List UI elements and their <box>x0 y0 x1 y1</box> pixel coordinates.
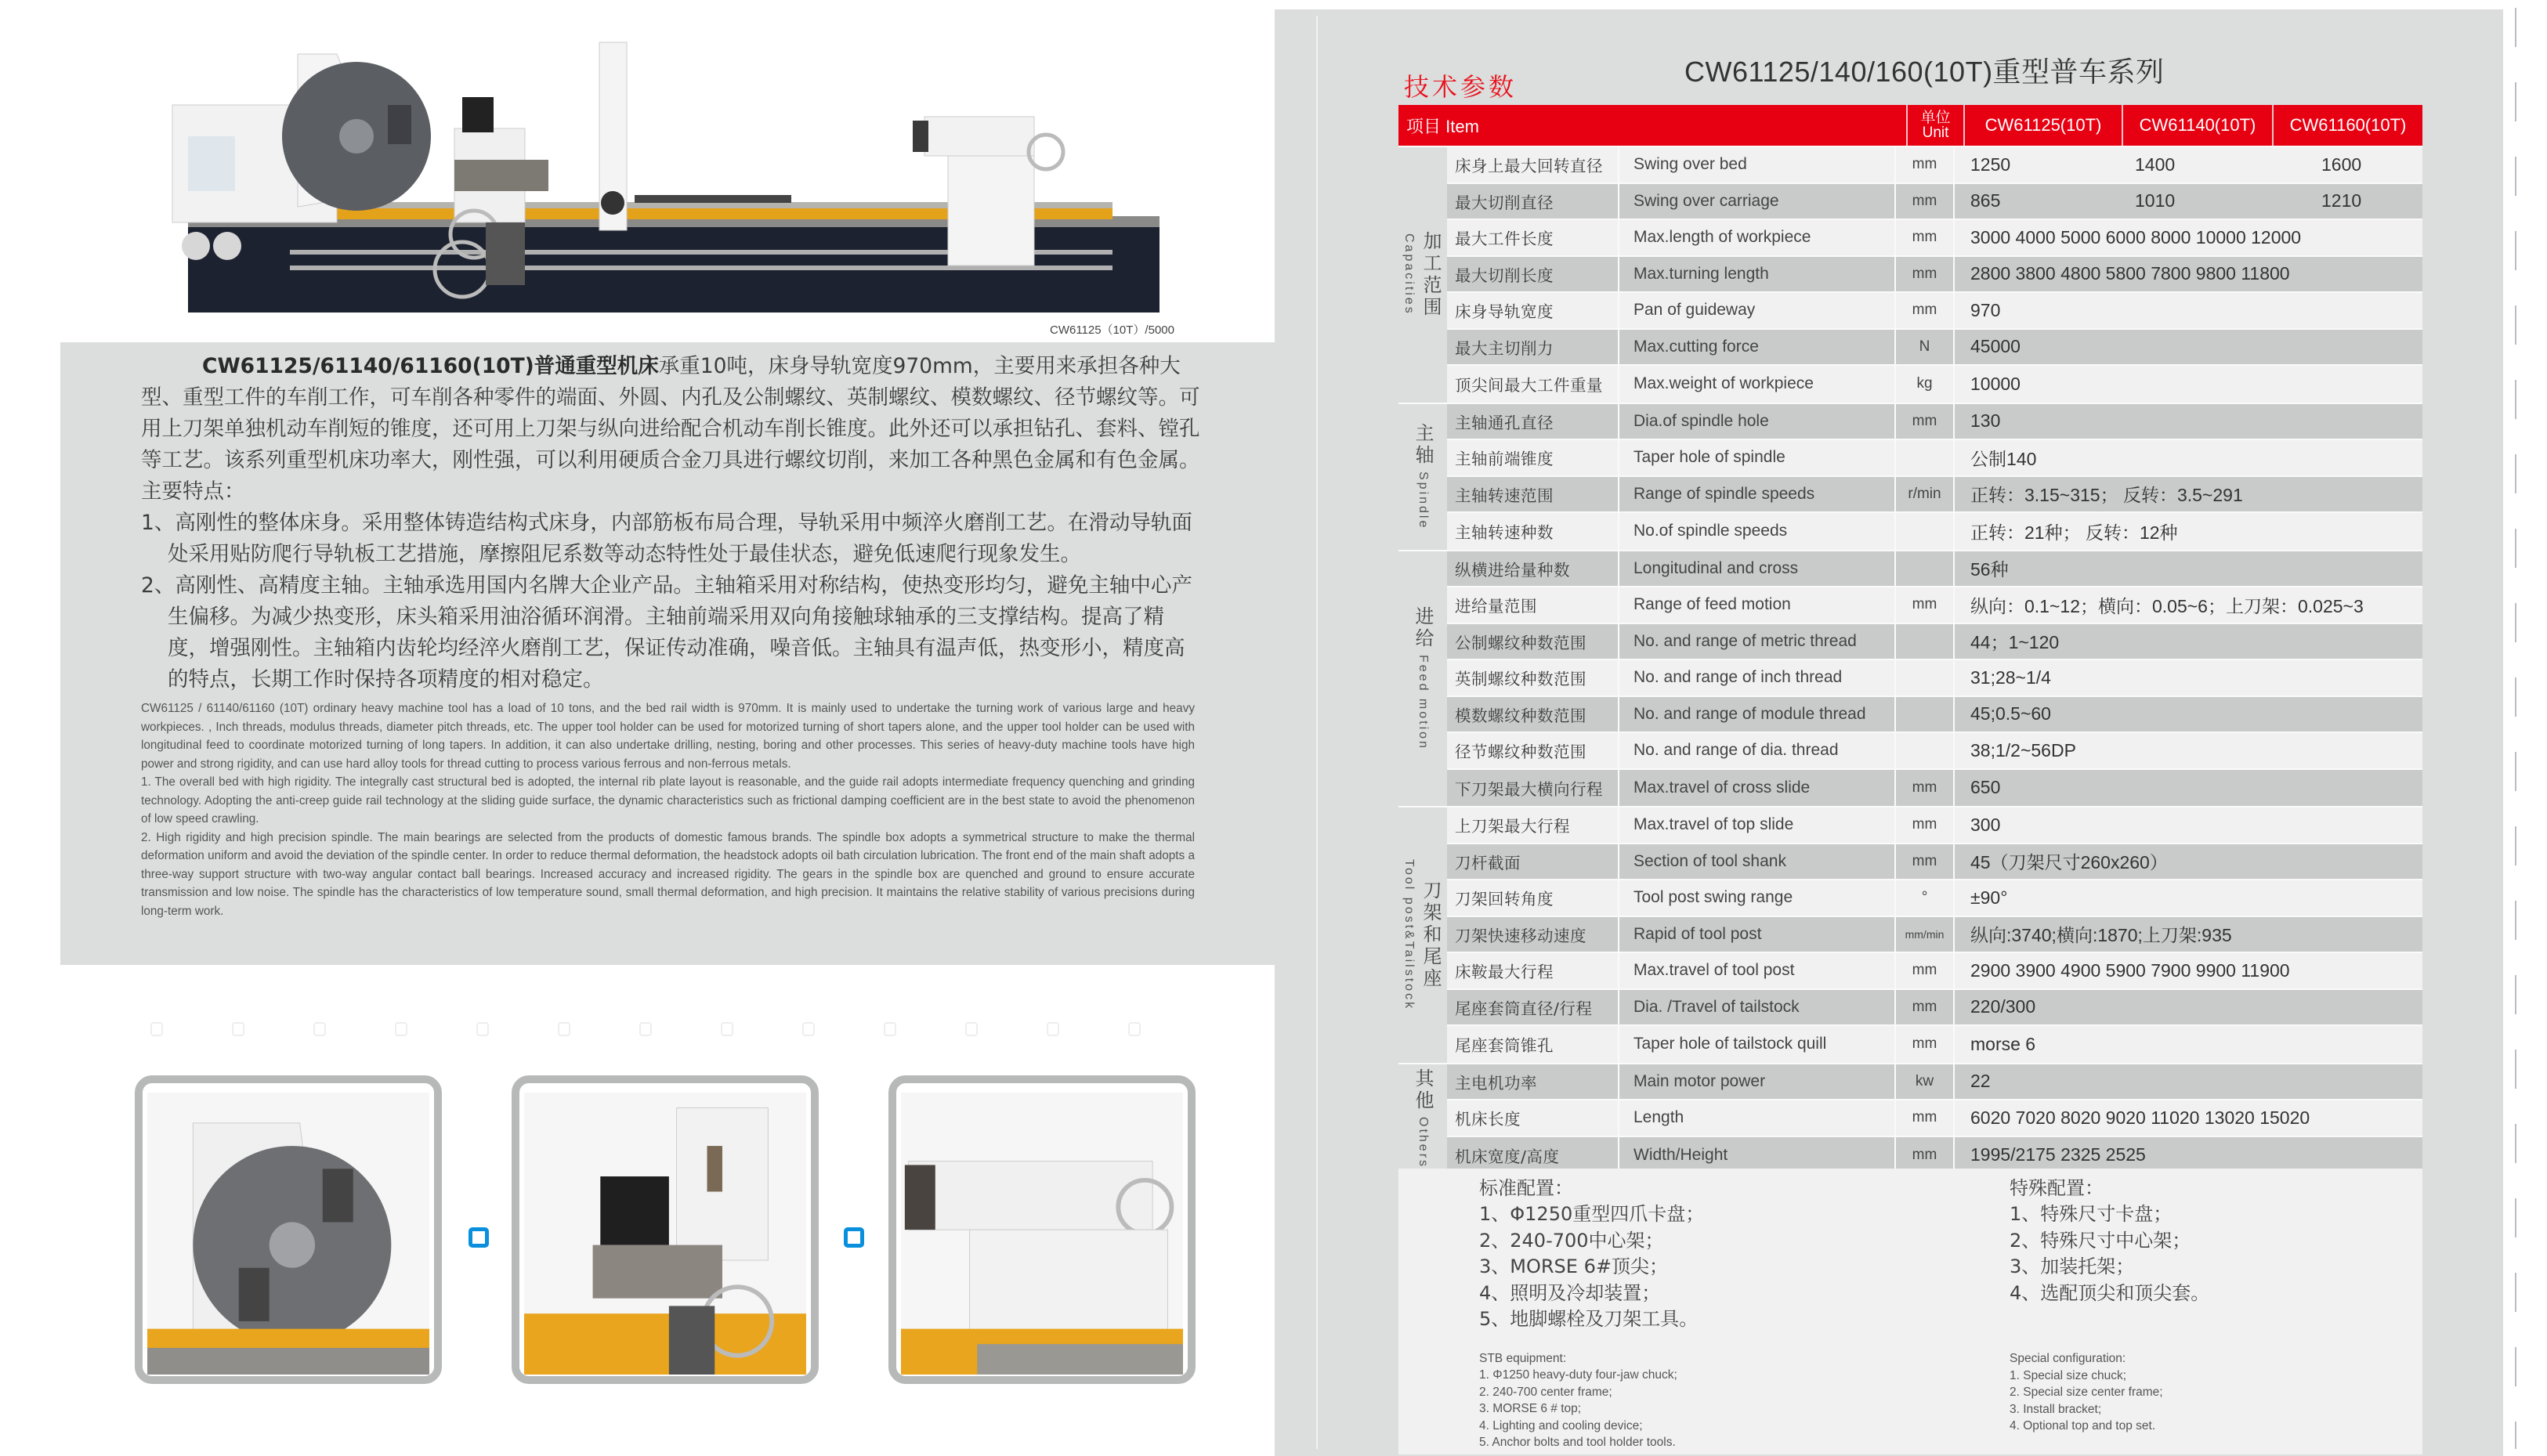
row-value <box>1955 147 2422 182</box>
row-unit <box>1896 551 1955 587</box>
group-label: 主轴 Spindle <box>1398 404 1447 550</box>
table-row <box>1447 807 2422 844</box>
row-unit: mm <box>1896 770 1955 807</box>
row-value: 1995/2175 2325 2525 <box>1970 1144 2146 1165</box>
row-label-en: Rapid of tool post <box>1619 917 1896 952</box>
table-group <box>1398 806 2422 1063</box>
row-label-en: Length <box>1619 1100 1896 1136</box>
row-value: 6020 7020 8020 9020 11020 13020 15020 <box>1970 1107 2310 1128</box>
special-config-item-en: 2. Special size center frame; <box>2010 1386 2163 1399</box>
connector-square-icon <box>844 1227 864 1248</box>
hero-lathe-image <box>165 11 1160 313</box>
special-config <box>2010 1175 2209 1435</box>
lathe-illustration-icon <box>165 11 1160 313</box>
page-inner-line <box>1316 16 1318 1449</box>
row-label-en: Section of tool shank <box>1619 844 1896 880</box>
table-row <box>1447 953 2422 990</box>
row-label-zh: 刀架回转角度 <box>1447 880 1619 916</box>
row-label-zh: 尾座套筒锥孔 <box>1447 1026 1619 1063</box>
special-config-item: 1、特殊尺寸卡盘； <box>2010 1203 2173 1225</box>
row-value: 纵向：0.1~12；横向：0.05~6；上刀架：0.025~3 <box>1970 595 2364 616</box>
row-value: 正转：21种； 反转：12种 <box>1970 522 2178 543</box>
series-title: CW61125/140/160(10T)重型普车系列 <box>1684 56 2165 88</box>
row-unit: mm <box>1896 587 1955 623</box>
description-chinese <box>141 351 1203 695</box>
description-english <box>141 699 1195 920</box>
row-value: 45（刀架尺寸260x260） <box>1970 852 2168 873</box>
row-value: 220/300 <box>1970 996 2036 1017</box>
row-label-zh: 下刀架最大横向行程 <box>1447 770 1619 807</box>
special-config-item: 2、特殊尺寸中心架； <box>2010 1229 2191 1252</box>
standard-config-item-en: 2. 240-700 center frame; <box>1479 1385 1612 1399</box>
row-unit: mm <box>1896 990 1955 1025</box>
row-label-zh: 机床长度 <box>1447 1100 1619 1136</box>
table-row <box>1447 147 2422 184</box>
row-value: 2800 3800 4800 5800 7800 9800 11800 <box>1970 263 2290 284</box>
headstock-chuck-photo <box>135 1075 442 1384</box>
product-title-zh: CW61125/61140/61160(10T)普通重型机床 <box>202 354 659 378</box>
row-label-en: Max.weight of workpiece <box>1619 366 1896 403</box>
row-value: 公制140 <box>1970 448 2037 469</box>
model-value: 1600 <box>2321 154 2362 175</box>
row-label-zh: 最大切削直径 <box>1447 184 1619 219</box>
standard-config-item: 5、地脚螺栓及刀架工具。 <box>1479 1308 1699 1330</box>
model-value: 865 <box>1970 190 2001 211</box>
row-label-en: Max.travel of cross slide <box>1619 770 1896 807</box>
table-row <box>1447 1026 2422 1063</box>
row-label-zh: 床鞍最大行程 <box>1447 953 1619 988</box>
row-value: 130 <box>1970 410 2001 432</box>
row-label-en: No. and range of metric thread <box>1619 624 1896 659</box>
model-value: 1010 <box>2135 190 2176 211</box>
table-row <box>1447 624 2422 661</box>
row-unit <box>1896 660 1955 695</box>
table-body <box>1398 146 2422 1173</box>
configuration-panel <box>1398 1169 2422 1454</box>
row-label-zh: 进给量范围 <box>1447 587 1619 623</box>
feature-1-zh: 1、高刚性的整体床身。采用整体铸造结构式床身，内部筋板布局合理，导轨采用中频淬火磨削工艺。在滑动导轨面处采用贴防爬行导轨板工艺措施，摩擦阻尼系数等动态特性处于最佳状态，避免低速爬行现象发生。 <box>141 511 1192 566</box>
group-label: 进给 Feed motion <box>1398 551 1447 807</box>
tool-post-carriage-photo <box>512 1075 819 1384</box>
standard-config-item: 1、Φ1250重型四爪卡盘； <box>1479 1203 1705 1225</box>
row-label-zh: 主轴转速范围 <box>1447 477 1619 512</box>
special-config-item-en: 1. Special size chuck; <box>2010 1368 2127 1382</box>
standard-config-item: 3、MORSE 6#顶尖； <box>1479 1255 1668 1277</box>
row-label-zh: 最大工件长度 <box>1447 220 1619 255</box>
row-label-zh: 主轴前端锥度 <box>1447 440 1619 475</box>
row-label-zh: 顶尖间最大工件重量 <box>1447 366 1619 403</box>
table-row <box>1447 257 2422 294</box>
row-label-en: No. and range of module thread <box>1619 697 1896 732</box>
table-row <box>1447 990 2422 1027</box>
row-label-en: Max.travel of tool post <box>1619 953 1896 988</box>
row-unit: kg <box>1896 366 1955 403</box>
special-config-title-en: Special configuration: <box>2010 1352 2126 1365</box>
row-label-en: Max.cutting force <box>1619 330 1896 365</box>
row-unit: mm <box>1896 293 1955 328</box>
row-label-en: Swing over carriage <box>1619 184 1896 219</box>
standard-config-item-en: 4. Lighting and cooling device; <box>1479 1418 1643 1433</box>
row-label-en: Swing over bed <box>1619 147 1896 182</box>
standard-config-item-en: 5. Anchor bolts and tool holder tools. <box>1479 1436 1676 1449</box>
model-value: 1250 <box>1970 154 2011 175</box>
row-unit: mm <box>1896 1137 1955 1174</box>
table-group <box>1398 550 2422 807</box>
row-unit: mm <box>1896 807 1955 843</box>
standard-config-item-en: 3. MORSE 6 # top; <box>1479 1402 1582 1415</box>
standard-config-title-en: STB equipment: <box>1479 1351 1567 1365</box>
row-label-zh: 机床宽度/高度 <box>1447 1137 1619 1174</box>
row-unit: mm <box>1896 953 1955 988</box>
header-model-3: CW61160(10T) <box>2289 115 2407 135</box>
row-unit: mm <box>1896 1026 1955 1063</box>
row-value: 650 <box>1970 777 2001 798</box>
special-config-item: 3、加装托架； <box>2010 1255 2135 1277</box>
row-label-en: Range of spindle speeds <box>1619 477 1896 512</box>
row-value: 10000 <box>1970 373 2021 394</box>
model-value: 1210 <box>2321 190 2362 211</box>
row-label-zh: 模数螺纹种数范围 <box>1447 697 1619 732</box>
row-unit: N <box>1896 330 1955 365</box>
row-value: morse 6 <box>1970 1033 2036 1054</box>
row-label-en: Dia. /Travel of tailstock <box>1619 990 1896 1025</box>
model-value: 1400 <box>2135 154 2176 175</box>
hero-caption: CW61125（10T）/5000 <box>1050 323 1174 337</box>
table-row <box>1447 513 2422 550</box>
header-item: 项目 Item <box>1398 105 1908 146</box>
row-label-zh: 径节螺纹种数范围 <box>1447 733 1619 768</box>
row-label-zh: 刀杆截面 <box>1447 844 1619 880</box>
row-label-en: No. and range of dia. thread <box>1619 733 1896 768</box>
row-unit <box>1896 733 1955 768</box>
row-value <box>1955 184 2422 219</box>
row-label-zh: 主轴转速种数 <box>1447 513 1619 550</box>
header-model-2: CW61140(10T) <box>2123 105 2274 146</box>
tailstock-photo-icon <box>898 1093 1186 1375</box>
table-group <box>1398 403 2422 550</box>
row-label-zh: 刀架快速移动速度 <box>1447 917 1619 952</box>
chuck-photo-icon <box>144 1093 432 1375</box>
row-label-zh: 英制螺纹种数范围 <box>1447 660 1619 695</box>
standard-config-item-en: 1. Φ1250 heavy-duty four-jaw chuck; <box>1479 1368 1677 1382</box>
row-label-en: Dia.of spindle hole <box>1619 404 1896 439</box>
table-row <box>1447 880 2422 917</box>
table-row <box>1447 551 2422 588</box>
row-label-en: Max.turning length <box>1619 257 1896 292</box>
row-value: 22 <box>1970 1071 1991 1092</box>
row-value: 纵向:3740;横向:1870;上刀架:935 <box>1970 925 2232 946</box>
row-unit: mm <box>1896 184 1955 219</box>
row-unit: mm/min <box>1896 917 1955 952</box>
table-row <box>1447 440 2422 477</box>
row-unit: kw <box>1896 1064 1955 1100</box>
row-value: 970 <box>1970 299 2001 320</box>
table-header <box>1398 105 2422 146</box>
table-row <box>1447 184 2422 221</box>
row-label-en: Max.length of workpiece <box>1619 220 1896 255</box>
header-unit: 单位 Unit <box>1908 105 1965 146</box>
standard-config <box>1479 1175 1704 1451</box>
row-unit <box>1896 624 1955 659</box>
row-label-zh: 床身导轨宽度 <box>1447 293 1619 328</box>
row-value: 2900 3900 4900 5900 7900 9900 11900 <box>1970 959 2290 981</box>
row-unit: mm <box>1896 404 1955 439</box>
row-label-zh: 纵横进给量种数 <box>1447 551 1619 587</box>
table-group <box>1398 146 2422 403</box>
row-unit <box>1896 697 1955 732</box>
spec-title: 技术参数 <box>1404 72 1518 102</box>
tailstock-photo <box>888 1075 1196 1384</box>
row-label-zh: 上刀架最大行程 <box>1447 807 1619 843</box>
feature-2-en: 2. High rigidity and high precision spindle. The main bearings are selected from the products of domestic famous brands. The spindle box adopts a symmetrical structure to make the thermal deformation uniform and avoid the deviation of the spindle center. In order to reduce thermal deformation, the headstock adopts oil bath circulation lubrication. The front end of the main shaft adopts a three-way support structure with two-way angular contact ball bearings. Increased accuracy and increased rigidity. The gears in the spindle box are quenched and ground to ensure accurate transmission and low noise. The spindle has the characteristics of low temperature sound, small thermal deformation, and high precision. It maintains the relative stability of various precisions during long-term work. <box>141 830 1195 918</box>
row-unit: mm <box>1896 147 1955 182</box>
row-label-en: Width/Height <box>1619 1137 1896 1174</box>
toolpost-photo-icon <box>521 1093 809 1375</box>
table-row <box>1447 587 2422 624</box>
row-label-en: Main motor power <box>1619 1064 1896 1100</box>
table-row <box>1447 660 2422 697</box>
row-unit: mm <box>1896 844 1955 880</box>
special-config-title: 特殊配置： <box>2010 1177 2104 1199</box>
crop-mark <box>2515 8 2516 1449</box>
special-config-item-en: 3. Install bracket; <box>2010 1402 2102 1416</box>
table-row <box>1447 293 2422 330</box>
table-row <box>1447 733 2422 770</box>
row-label-en: Tool post swing range <box>1619 880 1896 916</box>
table-group <box>1398 1063 2422 1174</box>
row-label-zh: 床身上最大回转直径 <box>1447 147 1619 182</box>
table-row <box>1447 366 2422 403</box>
row-value: 正转：3.15~315； 反转：3.5~291 <box>1970 485 2243 506</box>
standard-config-item: 2、240-700中心架； <box>1479 1229 1664 1252</box>
row-label-en: Longitudinal and cross <box>1619 551 1896 587</box>
group-label: Tool post&Tailstock 刀架和尾座 <box>1398 807 1447 1063</box>
row-label-en: Taper hole of spindle <box>1619 440 1896 475</box>
row-label-en: Max.travel of top slide <box>1619 807 1896 843</box>
row-label-en: No.of spindle speeds <box>1619 513 1896 550</box>
row-label-en: Pan of guideway <box>1619 293 1896 328</box>
row-value: 45000 <box>1970 336 2021 357</box>
row-value: 3000 4000 5000 6000 8000 10000 12000 <box>1970 226 2302 247</box>
standard-config-item: 4、照明及冷却装置； <box>1479 1281 1661 1304</box>
group-label: 其他 Others <box>1398 1064 1447 1174</box>
intro-paragraph-en: CW61125 / 61140/61160 (10T) ordinary heavy machine tool has a load of 10 tons, and the bed rail width is 970mm. It is mainly used to undertake the turning work of various large and heavy workpieces. , Inch threads, modulus threads, diameter pitch threads, etc. The upper tool holder can be used for motorized turning of short tapers alone, and the upper tool holder can be used with longitudinal feed to coordinate motorized turning of long tapers. In addition, it can also undertake drilling, nesting, boring and other processes. This series of heavy-duty machine tools have high power and strong rigidity, and can use hard alloy tools for thread cutting to process various ferrous and non-ferrous metals. <box>141 702 1195 771</box>
row-value: 56种 <box>1970 559 2009 580</box>
feature-2-zh: 2、高刚性、高精度主轴。主轴承选用国内名牌大企业产品。主轴箱采用对称结构，使热变形均匀，避免主轴中心产生偏移。为减少热变形，床头箱采用油浴循环润滑。主轴前端采用双向角接触球轴承的三支撑结构。提高了精度，增强刚性。主轴箱内齿轮均经淬火磨削工艺，保证传动准确，噪音低。主轴具有温声低，热变形小，精度高的特点，长期工作时保持各项精度的相对稳定。 <box>141 573 1192 692</box>
header-model-1: CW61125(10T) <box>1965 105 2123 146</box>
table-row <box>1447 477 2422 514</box>
table-row <box>1447 917 2422 954</box>
connector-square-icon <box>469 1227 489 1248</box>
row-value: 44；1~120 <box>1970 632 2060 653</box>
row-label-zh: 尾座套筒直径/行程 <box>1447 990 1619 1025</box>
standard-config-title: 标准配置： <box>1479 1177 1573 1199</box>
row-unit: mm <box>1896 257 1955 292</box>
row-label-zh: 公制螺纹种数范围 <box>1447 624 1619 659</box>
row-unit: mm <box>1896 220 1955 255</box>
table-row <box>1447 770 2422 807</box>
special-config-item: 4、选配顶尖和顶尖套。 <box>2010 1281 2210 1304</box>
row-unit: mm <box>1896 1100 1955 1136</box>
row-label-en: Taper hole of tailstock quill <box>1619 1026 1896 1063</box>
spec-table <box>1398 105 2422 1173</box>
table-row <box>1447 1064 2422 1101</box>
row-label-en: No. and range of inch thread <box>1619 660 1896 695</box>
table-row <box>1447 844 2422 881</box>
row-label-zh: 最大主切削力 <box>1447 330 1619 365</box>
table-row <box>1447 404 2422 441</box>
row-value: ±90° <box>1970 887 2008 908</box>
row-value: 300 <box>1970 814 2001 835</box>
row-value: 38;1/2~56DP <box>1970 739 2076 761</box>
table-row <box>1447 1100 2422 1137</box>
special-config-item-en: 4. Optional top and top set. <box>2010 1419 2156 1433</box>
row-label-zh: 最大切削长度 <box>1447 257 1619 292</box>
row-unit <box>1896 513 1955 550</box>
row-unit <box>1896 440 1955 475</box>
feature-1-en: 1. The overall bed with high rigidity. The integrally cast structural bed is adopted, the internal rib plate layout is reasonable, and the guide rail adopts intermediate frequency quenching and grinding technology. Adopting the anti-creep guide rail technology at the sliding guide surface, the dynamic characteristics such as frictional damping coefficient are in the best state to avoid the phenomenon of low speed crawling. <box>141 775 1195 826</box>
row-label-en: Range of feed motion <box>1619 587 1896 623</box>
table-row <box>1447 330 2422 367</box>
group-label: Capacities 加工范围 <box>1398 147 1447 403</box>
table-row <box>1447 697 2422 734</box>
row-unit: ° <box>1896 880 1955 916</box>
row-value: 31;28~1/4 <box>1970 667 2051 688</box>
row-label-zh: 主轴通孔直径 <box>1447 404 1619 439</box>
row-value: 45;0.5~60 <box>1970 703 2051 724</box>
table-row <box>1447 220 2422 257</box>
row-label-zh: 主电机功率 <box>1447 1064 1619 1100</box>
row-unit: r/min <box>1896 477 1955 512</box>
intro-paragraph-zh: CW61125/61140/61160(10T)普通重型机床承重10吨，床身导轨宽度970mm，主要用来承担各种大型、重型工件的车削工作，可车削各种零件的端面、外圆、内孔及公制螺纹、英制螺纹、模数螺纹、径节螺纹等。可用上刀架单独机动车削短的锥度，还可用上刀架与纵向进给配合机动车削长锥度。此外还可以承担钻孔、套料、镗孔等工艺。该系列重型机床功率大，刚性强，可以利用硬质合金刀具进行螺纹切削，来加工各种黑色金属和有色金属。主要特点： <box>141 354 1200 504</box>
